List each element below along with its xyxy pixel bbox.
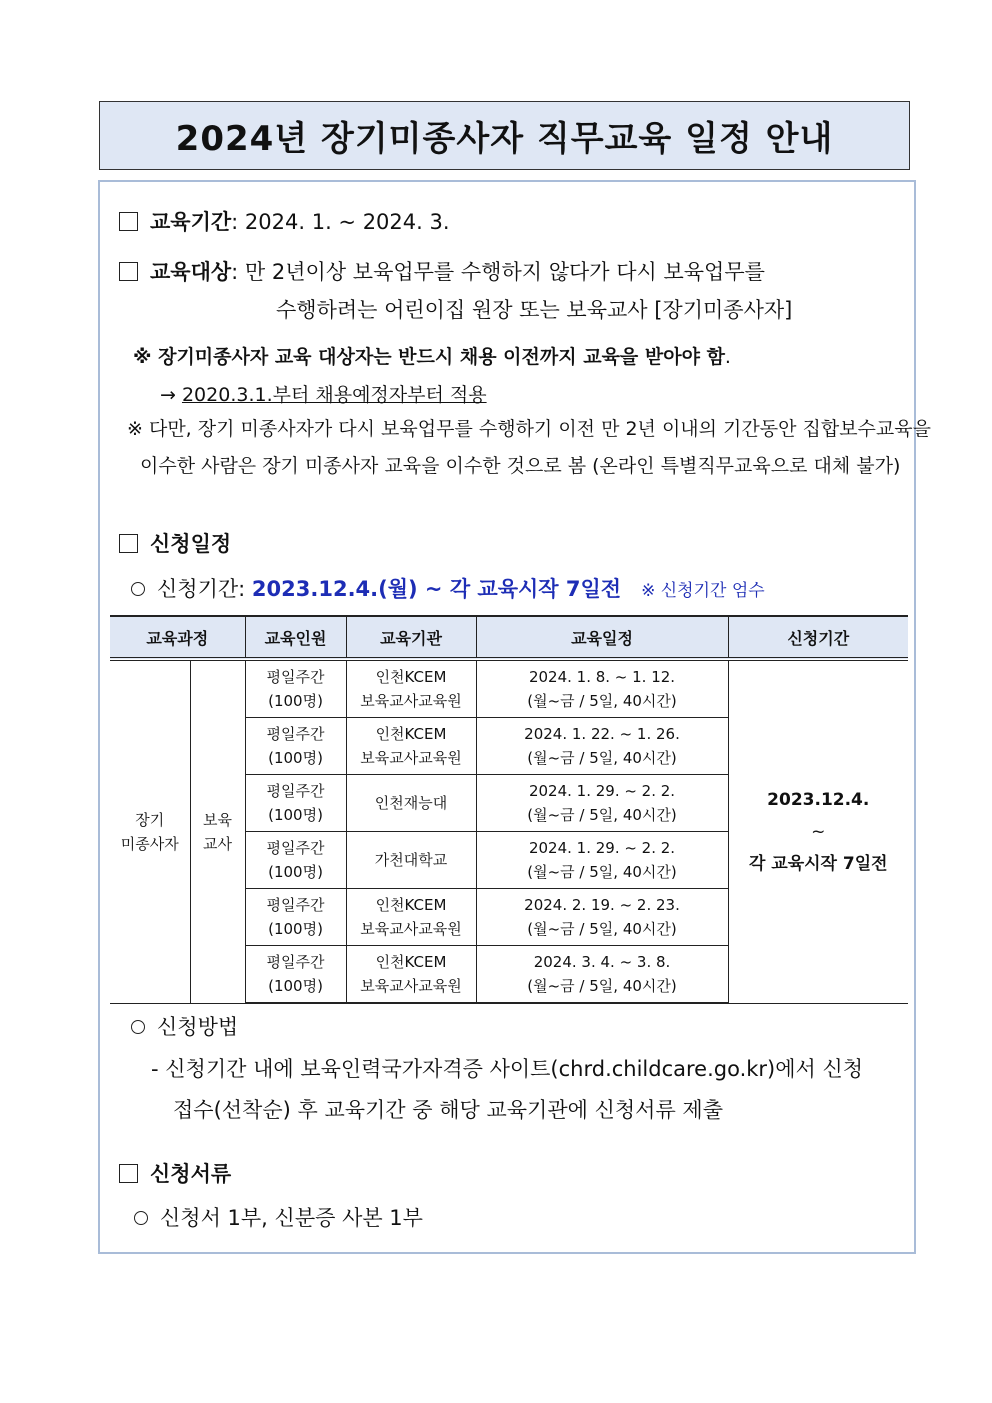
date-cell: 2024. 1. 22. ~ 1. 26. (월~금 / 5일, 40시간) — [476, 718, 728, 775]
org-cell: 인천KCEM 보육교사교육원 — [346, 718, 476, 775]
header-org: 교육기관 — [346, 616, 476, 659]
schedule-table — [110, 615, 908, 1004]
people-cell: 평일주간 (100명) — [245, 946, 346, 1004]
documents-item: 신청서 1부, 신분증 사본 1부 — [160, 1206, 423, 1230]
documents-heading: 신청서류 — [150, 1162, 232, 1186]
people-cell: 평일주간 (100명) — [245, 775, 346, 832]
table-header-row — [110, 616, 908, 659]
target-line: 교육대상: 만 2년이상 보육업무를 수행하지 않다가 다시 보육업무를 — [119, 256, 765, 286]
header-course: 교육과정 — [110, 616, 245, 659]
org-cell: 인천KCEM 보육교사교육원 — [346, 946, 476, 1004]
page-title: 2024년 장기미종사자 직무교육 일정 안내 — [175, 119, 834, 159]
title-banner — [99, 101, 910, 170]
people-cell: 평일주간 (100명) — [245, 889, 346, 946]
table-row — [110, 659, 908, 718]
date-cell: 2024. 1. 29. ~ 2. 2. (월~금 / 5일, 40시간) — [476, 832, 728, 889]
circle-bullet-icon — [134, 1211, 148, 1225]
note1-sub: → 2020.3.1.부터 채용예정자부터 적용 — [160, 384, 487, 406]
note1: ※ 장기미종사자 교육 대상자는 반드시 채용 이전까지 교육을 받아야 함. — [133, 346, 731, 368]
people-cell: 평일주간 (100명) — [245, 659, 346, 718]
checkbox-icon — [119, 212, 138, 231]
checkbox-icon — [119, 1164, 138, 1183]
role-cell: 보육 교사 — [190, 659, 245, 1003]
org-cell: 가천대학교 — [346, 832, 476, 889]
period-value: 2024. 1. ~ 2024. 3. — [244, 210, 450, 234]
apply-period-label: 신청기간: — [157, 577, 246, 601]
target-line1: 만 2년이상 보육업무를 수행하지 않다가 다시 보육업무를 — [244, 260, 765, 284]
apply-period-cell: 2023.12.4. ~ 각 교육시작 7일전 — [728, 659, 908, 1003]
method-line2: 접수(선착순) 후 교육기간 중 해당 교육기관에 신청서류 제출 — [173, 1098, 723, 1122]
note2-line1: ※ 다만, 장기 미종사자가 다시 보육업무를 수행하기 이전 만 2년 이내의 기간동안 집합보수교육을 — [127, 418, 931, 440]
period-label: 교육기간 — [150, 210, 232, 234]
target-label: 교육대상 — [150, 260, 232, 284]
apply-period-value: 2023.12.4.(월) ~ 각 교육시작 7일전 — [251, 577, 622, 601]
documents-item-line — [134, 1202, 423, 1232]
org-cell: 인천KCEM 보육교사교육원 — [346, 889, 476, 946]
org-cell: 인천재능대 — [346, 775, 476, 832]
header-schedule: 교육일정 — [476, 616, 728, 659]
date-cell: 2024. 1. 8. ~ 1. 12. (월~금 / 5일, 40시간) — [476, 659, 728, 718]
circle-bullet-icon — [131, 1020, 145, 1034]
date-cell: 2024. 3. 4. ~ 3. 8. (월~금 / 5일, 40시간) — [476, 946, 728, 1004]
method-line1: - 신청기간 내에 보육인력국가자격증 사이트(chrd.childcare.go.kr)에서 신청 — [151, 1057, 864, 1081]
apply-period-note: ※ 신청기간 엄수 — [641, 581, 765, 601]
method-heading-line — [131, 1011, 238, 1041]
people-cell: 평일주간 (100명) — [245, 832, 346, 889]
target-line2: 수행하려는 어린이집 원장 또는 보육교사 [장기미종사자] — [276, 298, 793, 322]
date-cell: 2024. 2. 19. ~ 2. 23. (월~금 / 5일, 40시간) — [476, 889, 728, 946]
org-cell: 인천KCEM 보육교사교육원 — [346, 659, 476, 718]
header-people: 교육인원 — [245, 616, 346, 659]
header-apply-period: 신청기간 — [728, 616, 908, 659]
apply-heading-line — [119, 528, 231, 558]
method-heading: 신청방법 — [157, 1015, 239, 1039]
apply-period-line — [131, 573, 765, 603]
people-cell: 평일주간 (100명) — [245, 718, 346, 775]
date-cell: 2024. 1. 29. ~ 2. 2. (월~금 / 5일, 40시간) — [476, 775, 728, 832]
circle-bullet-icon — [131, 582, 145, 596]
checkbox-icon — [119, 262, 138, 281]
note2-line2: 이수한 사람은 장기 미종사자 교육을 이수한 것으로 봄 (온라인 특별직무교육으로 대체 불가) — [140, 455, 901, 477]
documents-heading-line — [119, 1158, 231, 1188]
period-line: 교육기간: 2024. 1. ~ 2024. 3. — [119, 206, 450, 236]
apply-heading: 신청일정 — [150, 532, 232, 556]
course-cell: 장기 미종사자 — [110, 659, 190, 1003]
checkbox-icon — [119, 534, 138, 553]
